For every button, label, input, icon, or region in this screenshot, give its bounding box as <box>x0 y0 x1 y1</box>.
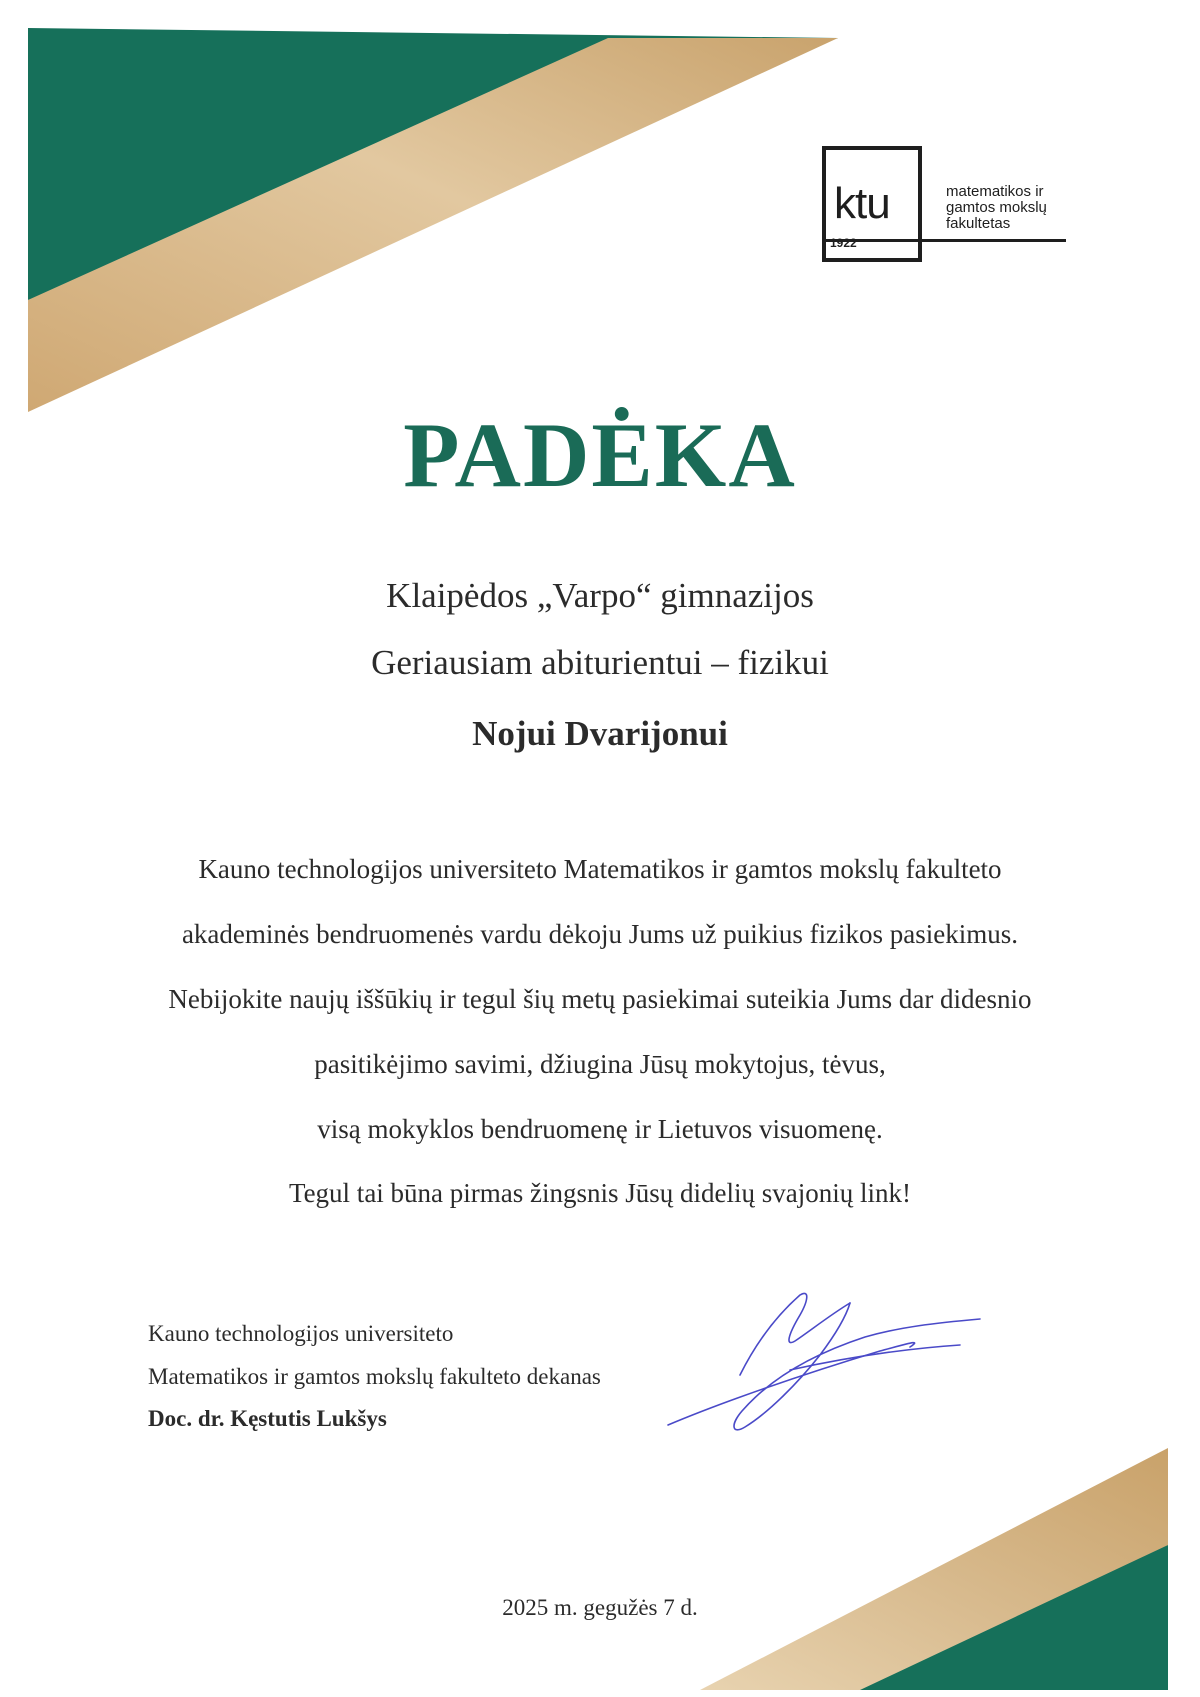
logo-mark: ktu <box>834 179 890 228</box>
body-line-4: pasitikėjimo savimi, džiugina Jūsų mokytojus, tėvus, <box>314 1049 886 1079</box>
logo-year: 1922 <box>830 236 857 250</box>
body-line-2: akademinės bendruomenės vardu dėkoju Jums už puikius fizikos pasiekimus. <box>181 919 1019 949</box>
logo-rule <box>822 239 1066 242</box>
ktu-logo <box>822 146 1072 274</box>
logo-faculty-line-1: matematikos ir <box>946 183 1044 200</box>
handwritten-signature <box>660 1275 1000 1455</box>
recipient-title: Geriausiam abiturientui – fizikui <box>371 643 829 682</box>
signatory-name: Doc. dr. Kęstutis Lukšys <box>148 1406 387 1431</box>
certificate-title: PADĖKA <box>403 404 797 506</box>
certificate-date: 2025 m. gegužės 7 d. <box>502 1595 698 1620</box>
logo-faculty-text <box>946 184 1047 232</box>
signatory-position: Matematikos ir gamtos mokslų fakulteto dekanas <box>148 1364 601 1389</box>
recipient-school: Klaipėdos „Varpo“ gimnazijos <box>386 576 814 615</box>
logo-faculty-line-3: fakultetas <box>946 215 1011 232</box>
signatory-university: Kauno technologijos universiteto <box>148 1321 454 1346</box>
body-line-3: Nebijokite naujų iššūkių ir tegul šių metų pasiekimai suteikia Jums dar didesnio <box>168 984 1032 1014</box>
recipient-name: Nojui Dvarijonui <box>472 714 728 753</box>
logo-faculty-line-2: gamtos mokslų <box>946 199 1047 216</box>
body-line-5: visą mokyklos bendruomenę ir Lietuvos visuomenę. <box>317 1114 883 1144</box>
body-line-1: Kauno technologijos universiteto Matematikos ir gamtos mokslų fakulteto <box>198 854 1002 884</box>
body-line-6: Tegul tai būna pirmas žingsnis Jūsų didelių svajonių link! <box>288 1178 912 1208</box>
